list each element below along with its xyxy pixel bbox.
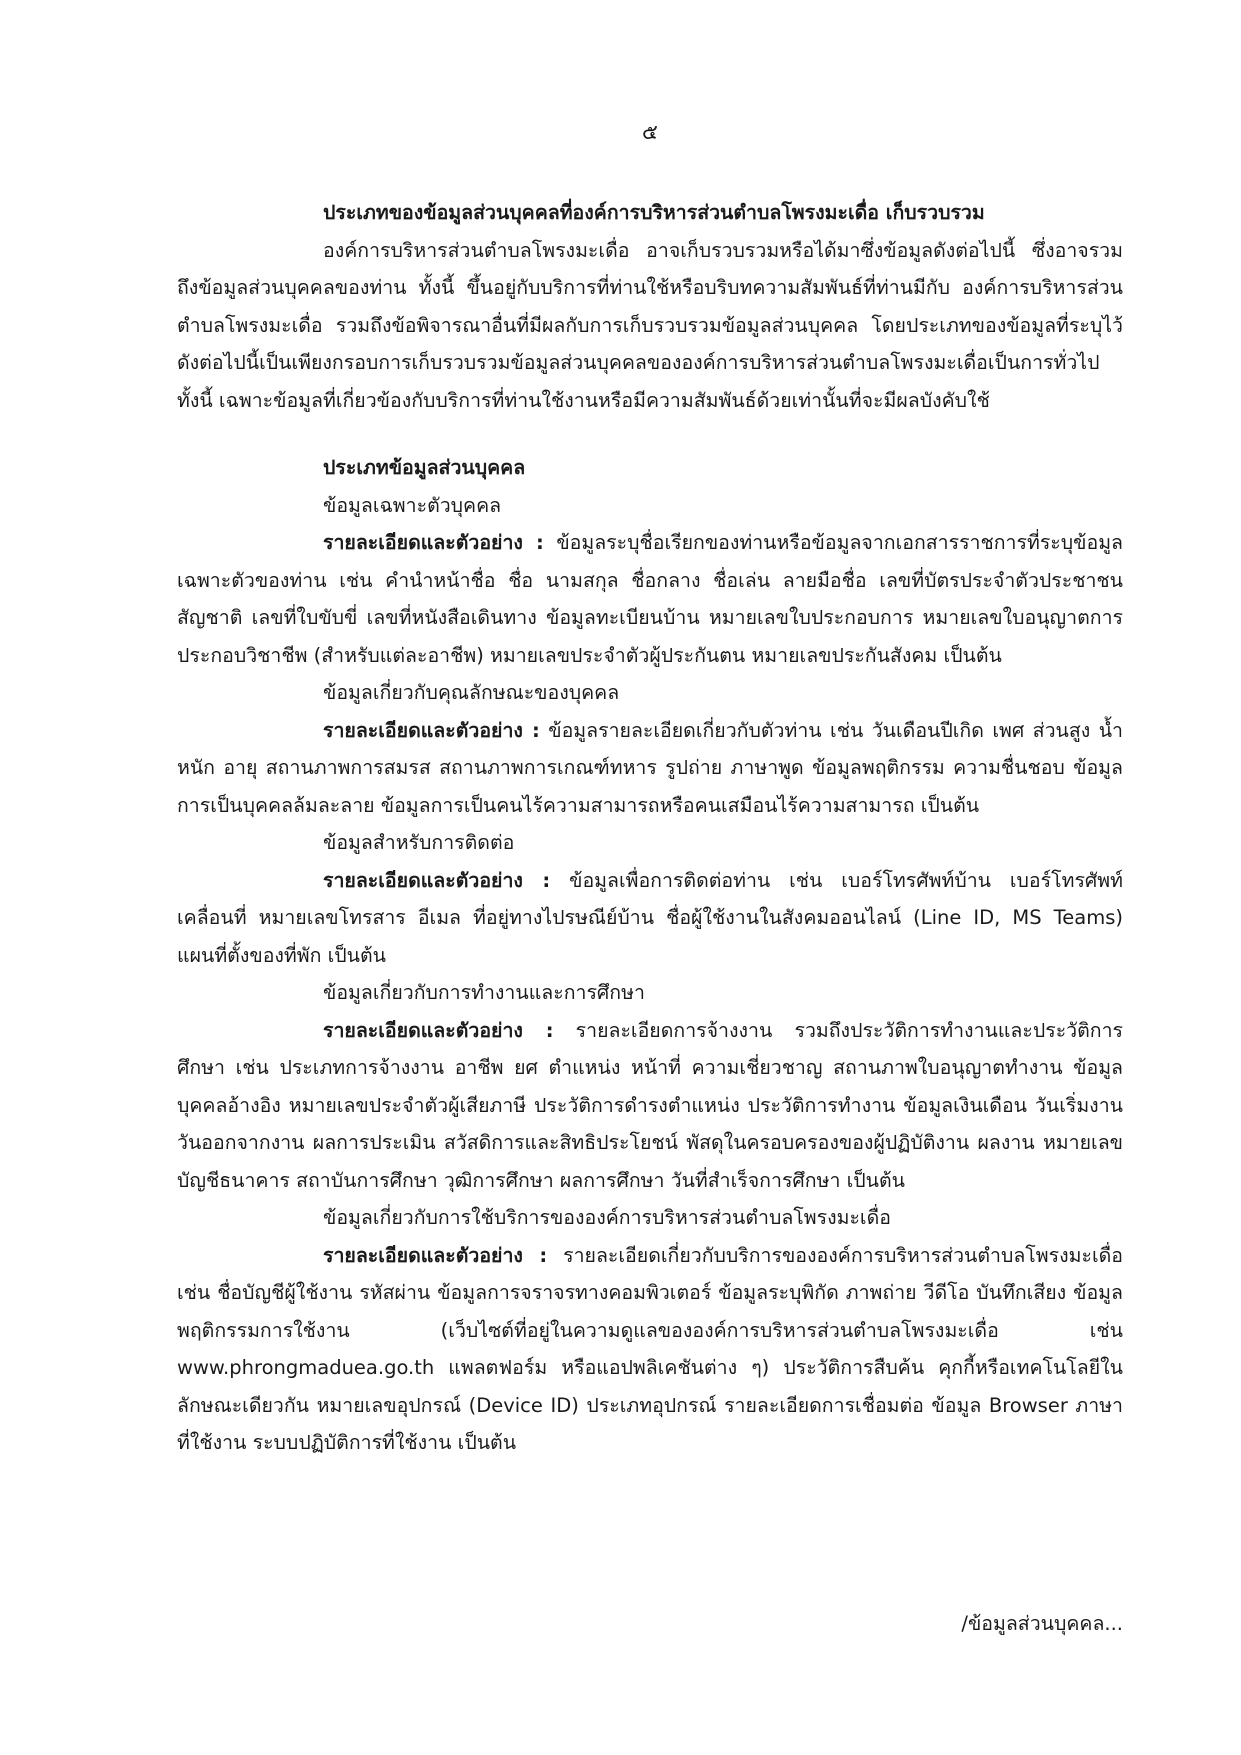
category-detail bbox=[177, 524, 1123, 674]
section-gap bbox=[177, 419, 1123, 449]
category-title: ข้อมูลเกี่ยวกับการใช้บริการขององค์การบริหารส่วนตำบลโพรงมะเดื่อ bbox=[323, 1206, 891, 1229]
category-block-contact bbox=[177, 824, 1123, 974]
detail-label: รายละเอียดและตัวอย่าง : bbox=[323, 718, 540, 742]
category-block-service-usage bbox=[177, 1199, 1123, 1462]
detail-text: ข้อมูลระบุชื่อเรียกของท่านหรือข้อมูลจากเอกสารราชการที่ระบุข้อมูลเฉพาะตัวของท่าน เช่น คำนำหน้าชื่อ ชื่อ นามสกุล ชื่อกลาง ชื่อเล่น ลายมือชื่อ เลขที่บัตรประจำตัวประชาชน สัญชาติ เลขที่ใบขับขี่ เลขที่หนังสือเดินทาง ข้อมูลทะเบียนบ้าน หมายเลขใบประกอบการ หมายเลขใบอนุญาตการประกอบวิชาชีพ (สำหรับแต่ละอาชีพ) หมายเลขประจำตัวผู้ประกันตน หมายเลขประกันสังคม เป็นต้น bbox=[177, 531, 1123, 667]
category-detail bbox=[177, 1237, 1123, 1462]
detail-text: รายละเอียดเกี่ยวกับบริการขององค์การบริหารส่วนตำบลโพรงมะเดื่อ เช่น ชื่อบัญชีผู้ใช้งาน รหัสผ่าน ข้อมูลการจราจรทางคอมพิวเตอร์ ข้อมูลระบุพิกัด ภาพถ่าย วีดีโอ บันทึกเสียง ข้อมูลพฤติกรรมการใช้งาน (เว็บไซต์ที่อยู่ในความดูแลขององค์การบริหารส่วนตำบลโพรงมะเดื่อ เช่น www.phrongmaduea.go.th แพลตฟอร์ม หรือแอปพลิเคชันต่าง ๆ) ประวัติการสืบค้น คุกกี้หรือเทคโนโลยีในลักษณะเดียวกัน หมายเลขอุปกรณ์ (Device ID) ประเภทอุปกรณ์ รายละเอียดการเชื่อมต่อ ข้อมูล Browser ภาษาที่ใช้งาน ระบบปฏิบัติการที่ใช้งาน เป็นต้น bbox=[177, 1243, 1123, 1454]
category-title: ข้อมูลเฉพาะตัวบุคคล bbox=[323, 493, 502, 517]
detail-label: รายละเอียดและตัวอย่าง : bbox=[323, 1018, 554, 1042]
category-block-work-education bbox=[177, 974, 1123, 1199]
category-detail bbox=[177, 1012, 1123, 1200]
page-number: ๕ bbox=[642, 120, 658, 144]
detail-text: ข้อมูลรายละเอียดเกี่ยวกับตัวท่าน เช่น วันเดือนปีเกิด เพศ ส่วนสูง น้ำหนัก อายุ สถานภาพการสมรส สถานภาพการเกณฑ์ทหาร รูปถ่าย ภาษาพูด ข้อมูลพฤติกรรม ความชื่นชอบ ข้อมูลการเป็นบุคคลล้มละลาย ข้อมูลการเป็นคนไร้ความสามารถหรือคนเสมือนไร้ความสามารถ เป็นต้น bbox=[177, 718, 1124, 817]
category-detail bbox=[177, 862, 1123, 975]
section-heading: ประเภทข้อมูลส่วนบุคคล bbox=[323, 456, 526, 479]
intro-paragraph: องค์การบริหารส่วนตำบลโพรงมะเดื่อ อาจเก็บรวบรวมหรือได้มาซึ่งข้อมูลดังต่อไปนี้ ซึ่งอาจรวมถึงข้อมูลส่วนบุคคลของท่าน ทั้งนี้ ขึ้นอยู่กับบริการที่ท่านใช้หรือบริบทความสัมพันธ์ที่ท่านมีกับ องค์การบริหารส่วนตำบลโพรงมะเดื่อ รวมถึงข้อพิจารณาอื่นที่มีผลกับการเก็บรวบรวมข้อมูลส่วนบุคคล โดยประเภทของข้อมูลที่ระบุไว้ดังต่อไปนี้เป็นเพียงกรอบการเก็บรวบรวมข้อมูลส่วนบุคคลขององค์การบริหารส่วนตำบลโพรงมะเดื่อเป็นการทั่วไป ทั้งนี้ เฉพาะข้อมูลที่เกี่ยวข้องกับบริการที่ท่านใช้งานหรือมีความสัมพันธ์ด้วยเท่านั้นที่จะมีผลบังคับใช้ bbox=[177, 238, 1123, 412]
detail-label: รายละเอียดและตัวอย่าง : bbox=[323, 868, 551, 892]
detail-text: รายละเอียดการจ้างงาน รวมถึงประวัติการทำงานและประวัติการศึกษา เช่น ประเภทการจ้างงาน อาชีพ ยศ ตำแหน่ง หน้าที่ ความเชี่ยวชาญ สถานภาพใบอนุญาตทำงาน ข้อมูลบุคคลอ้างอิง หมายเลขประจำตัวผู้เสียภาษี ประวัติการดำรงตำแหน่ง ประวัติการทำงาน ข้อมูลเงินเดือน วันเริ่มงาน วันออกจากงาน ผลการประเมิน สวัสดิการและสิทธิประโยชน์ พัสดุในครอบครองของผู้ปฏิบัติงาน ผลงาน หมายเลขบัญชีธนาคาร สถาบันการศึกษา วุฒิการศึกษา ผลการศึกษา วันที่สำเร็จการศึกษา เป็นต้น bbox=[177, 1018, 1124, 1192]
continuation-marker: /ข้อมูลส่วนบุคคล... bbox=[961, 1612, 1123, 1635]
category-title: ข้อมูลสำหรับการติดต่อ bbox=[323, 831, 515, 854]
detail-label: รายละเอียดและตัวอย่าง : bbox=[323, 531, 544, 554]
main-heading: ประเภทของข้อมูลส่วนบุคคลที่องค์การบริหารส่วนตำบลโพรงมะเดื่อ เก็บรวบรวม bbox=[323, 201, 985, 224]
category-title: ข้อมูลเกี่ยวกับการทำงานและการศึกษา bbox=[323, 981, 645, 1004]
category-title: ข้อมูลเกี่ยวกับคุณลักษณะของบุคคล bbox=[323, 681, 620, 704]
category-block-characteristics bbox=[177, 674, 1123, 824]
detail-label: รายละเอียดและตัวอย่าง : bbox=[323, 1243, 548, 1267]
detail-text: ข้อมูลเพื่อการติดต่อท่าน เช่น เบอร์โทรศัพท์บ้าน เบอร์โทรศัพท์เคลื่อนที่ หมายเลขโทรสาร อีเมล ที่อยู่ทางไปรษณีย์บ้าน ชื่อผู้ใช้งานในสังคมออนไลน์ (Line ID, MS Teams) แผนที่ตั้งของที่พัก เป็นต้น bbox=[177, 868, 1123, 967]
category-block-personal bbox=[177, 487, 1123, 675]
category-detail bbox=[177, 712, 1123, 825]
